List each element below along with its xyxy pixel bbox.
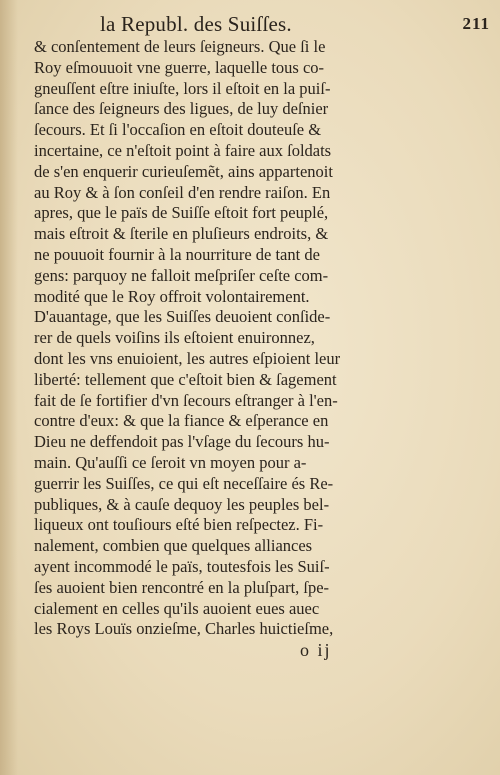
text-line: contre d'eux: & que la fiance & eſperance en (34, 411, 329, 431)
text-line: mais eſtroit & ſterile en pluſieurs endroits, & (34, 224, 329, 244)
text-line: liberté: tellement que c'eſtoit bien & ſagement (34, 369, 337, 389)
running-title: la Republ. des Suiſſes. (100, 12, 292, 36)
text-line: les Roys Louïs onzieſme, Charles huictieſme, (34, 619, 334, 639)
text-line: guerrir les Suiſſes, ce qui eſt neceſſaire és Re- (34, 473, 334, 493)
text-line: rer de quels voiſins ils eſtoient enuironnez, (34, 328, 315, 348)
text-line: ayent incommodé le païs, toutesfois les Suiſ- (34, 556, 330, 576)
text-line: apres, que le païs de Suiſſe eſtoit fort peuplé, (34, 203, 329, 223)
page-header (40, 12, 490, 38)
body-text (34, 37, 464, 640)
text-line: modité que le Roy offroit volontairement. (34, 286, 310, 306)
page-number: 211 (462, 14, 490, 33)
text-line: dont les vns enuioient, les autres eſpioient leur (34, 348, 341, 368)
text-line: publiques, & à cauſe dequoy les peuples bel- (34, 494, 330, 514)
signature-mark: o ij (300, 640, 332, 660)
text-line: & conſentement de leurs ſeigneurs. Que ſi le (34, 37, 326, 56)
text-line: de s'en enquerir curieuſemẽt, ains appartenoit (34, 161, 333, 181)
text-line: fait de ſe fortifier d'vn ſecours eſtranger à l'en- (34, 390, 338, 410)
text-line: liqueux ont touſiours eſté bien reſpectez. Fi- (34, 515, 324, 535)
text-line: ſance des ſeigneurs des ligues, de luy deſnier (34, 99, 329, 119)
text-line: gens: parquoy ne falloit meſpriſer ceſte com- (34, 265, 329, 285)
page-gutter-shadow (0, 0, 18, 775)
text-line: ſes auoient bien rencontré en la pluſpart, ſpe- (34, 577, 330, 597)
text-line: Dieu ne deffendoit pas l'vſage du ſecours hu- (34, 432, 330, 452)
text-line: au Roy & à ſon conſeil d'en rendre raiſon. En (34, 182, 331, 202)
text-line: ne pouuoit fournir à la nourriture de tant de (34, 244, 320, 264)
text-line: nalement, combien que quelques alliances (34, 536, 313, 556)
text-line: ſecours. Et ſi l'occaſion en eſtoit douteuſe & (34, 120, 322, 140)
text-line: incertaine, ce n'eſtoit point à faire aux ſoldats (34, 140, 332, 160)
text-line: cialement en celles qu'ils auoient eues auec (34, 598, 320, 618)
text-line: D'auantage, que les Suiſſes deuoient conſide- (34, 307, 331, 327)
text-line: Roy eſmouuoit vne guerre, laquelle tous co- (34, 57, 325, 77)
text-line: main. Qu'auſſi ce ſeroit vn moyen pour a- (34, 452, 307, 472)
text-line: gneuſſent eſtre iniuſte, lors il eſtoit en la puiſ- (34, 78, 331, 98)
